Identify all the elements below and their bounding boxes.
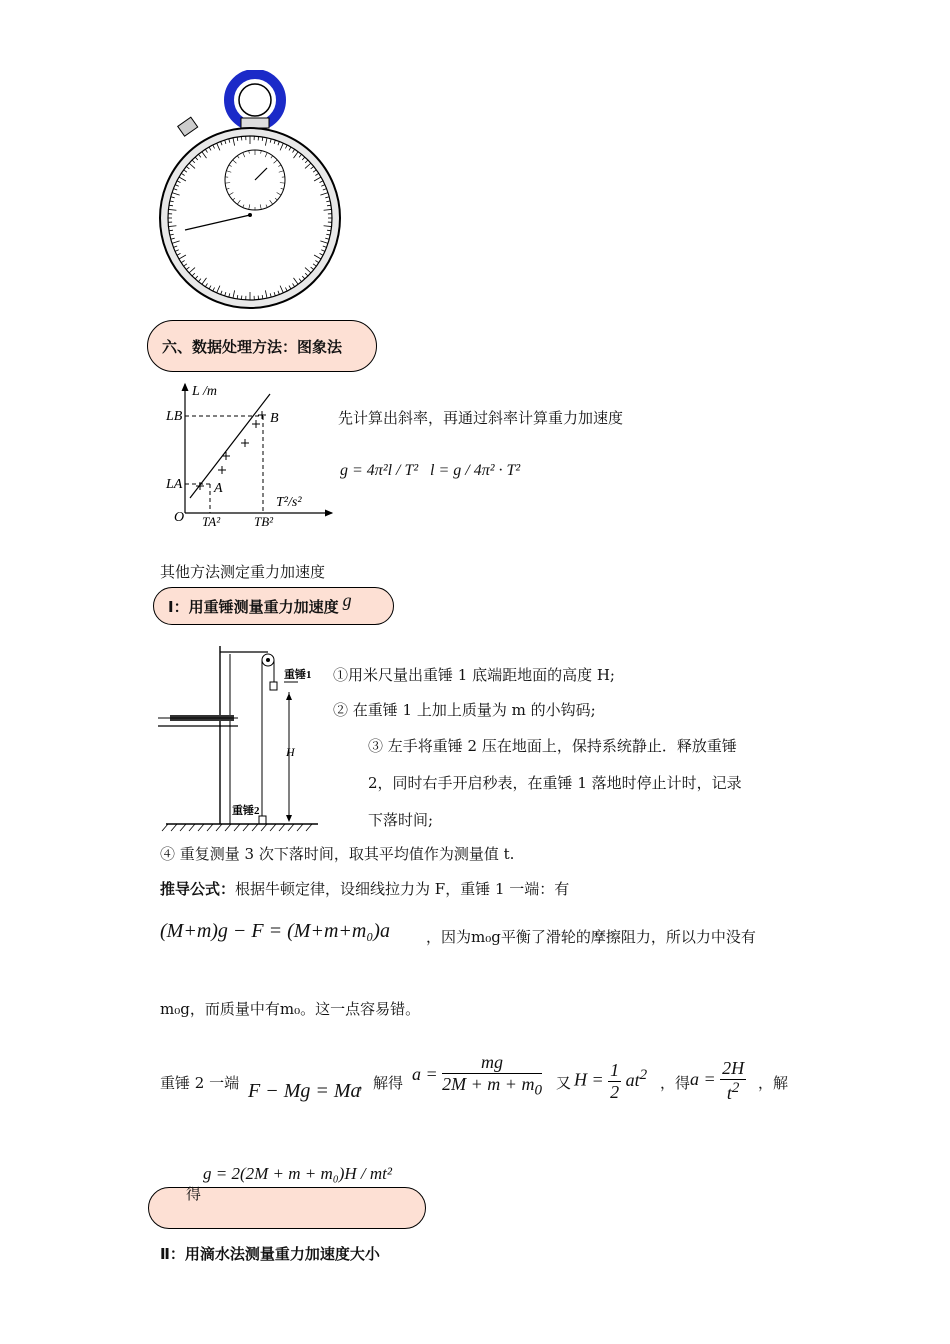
graph-origin: O xyxy=(174,510,185,525)
solve-label: ，解得 xyxy=(358,1074,404,1092)
length-period-graph xyxy=(160,380,340,530)
height-label: H xyxy=(286,745,295,759)
solve-label-2: ，解 xyxy=(758,1074,789,1092)
get-label: ，得 xyxy=(660,1074,691,1092)
formula-l: l = g / 4π² · T² xyxy=(430,462,521,479)
step-1: ①用米尺量出重锤 1 底端距地面的高度 H; xyxy=(333,666,615,684)
heavy-hammer-apparatus xyxy=(158,636,328,834)
final-formula: g = 2(2M + m + m₀)H / mt² xyxy=(203,1164,392,1183)
step-3b: 2，同时右手开启秒表，在重锤 1 落地时停止计时，记录 xyxy=(368,774,742,792)
equation-2: F − Mg = Ma xyxy=(248,1080,361,1102)
method-1-title-text: Ⅰ：用重锤测量重力加速度 xyxy=(168,597,339,616)
step-2: ② 在重锤 1 上加上质量为 m 的小钩码; xyxy=(333,701,596,719)
final-label: 得 xyxy=(186,1185,202,1203)
step-3c: 下落时间; xyxy=(368,811,434,829)
section-6-title-text: 六、数据处理方法：图象法 xyxy=(162,337,343,356)
acceleration-fraction: a = $\frac{mg}{2M + m + m_0}$ xyxy=(412,1052,542,1099)
weight2-end-label: 重锤 2 一端 xyxy=(160,1074,240,1092)
graph-point-a: A xyxy=(214,481,223,496)
height-formula: H = $\frac{1}{2}$ $at^2$ xyxy=(574,1060,648,1102)
weight1-label: 重锤1 xyxy=(284,669,312,681)
also-label: 又 xyxy=(556,1074,572,1092)
graph-ta: TA² xyxy=(202,514,221,529)
stopwatch-illustration xyxy=(155,70,345,310)
graph-y-label: L /m xyxy=(192,384,218,399)
step-3a: ③ 左手将重锤 2 压在地面上，保持系统静止．释放重锤 xyxy=(368,737,737,755)
slope-intro: 先计算出斜率，再通过斜率计算重力加速度 xyxy=(338,409,624,427)
derivation-line xyxy=(160,878,569,899)
graph-tb: TB² xyxy=(254,514,274,529)
derivation-label: 推导公式： xyxy=(160,880,236,898)
equation-1: (M+m)g − F = (M+m+m₀)a xyxy=(160,920,390,942)
step-4: ④ 重复测量 3 次下落时间，取其平均值作为测量值 t. xyxy=(160,845,515,863)
graph-x-label: T²/s² xyxy=(276,495,302,510)
graph-point-b: B xyxy=(270,411,279,426)
other-methods-heading: 其他方法测定重力加速度 xyxy=(160,563,326,581)
equation-1-note-2: m₀g，而质量中有m₀。这一点容易错。 xyxy=(160,1000,421,1018)
derivation-text: 根据牛顿定律，设细线拉力为 F，重锤 1 一端：有 xyxy=(235,880,570,898)
weight2-label: 重锤2 xyxy=(232,805,260,817)
method-2-title: Ⅱ：用滴水法测量重力加速度大小 xyxy=(160,1245,380,1263)
graph-lb: LB xyxy=(166,409,183,424)
section-6-title xyxy=(147,320,377,372)
method-1-title xyxy=(153,587,394,625)
graph-la: LA xyxy=(166,477,183,492)
acceleration-from-height: a = $\frac{2H}{t^2}$ xyxy=(690,1058,745,1103)
equation-1-note: ，因为m₀g平衡了滑轮的摩擦阻力，所以力中没有 xyxy=(426,928,756,946)
method-1-title-symbol: g xyxy=(342,589,352,610)
formula-g: g = 4π²l / T² xyxy=(340,462,419,479)
